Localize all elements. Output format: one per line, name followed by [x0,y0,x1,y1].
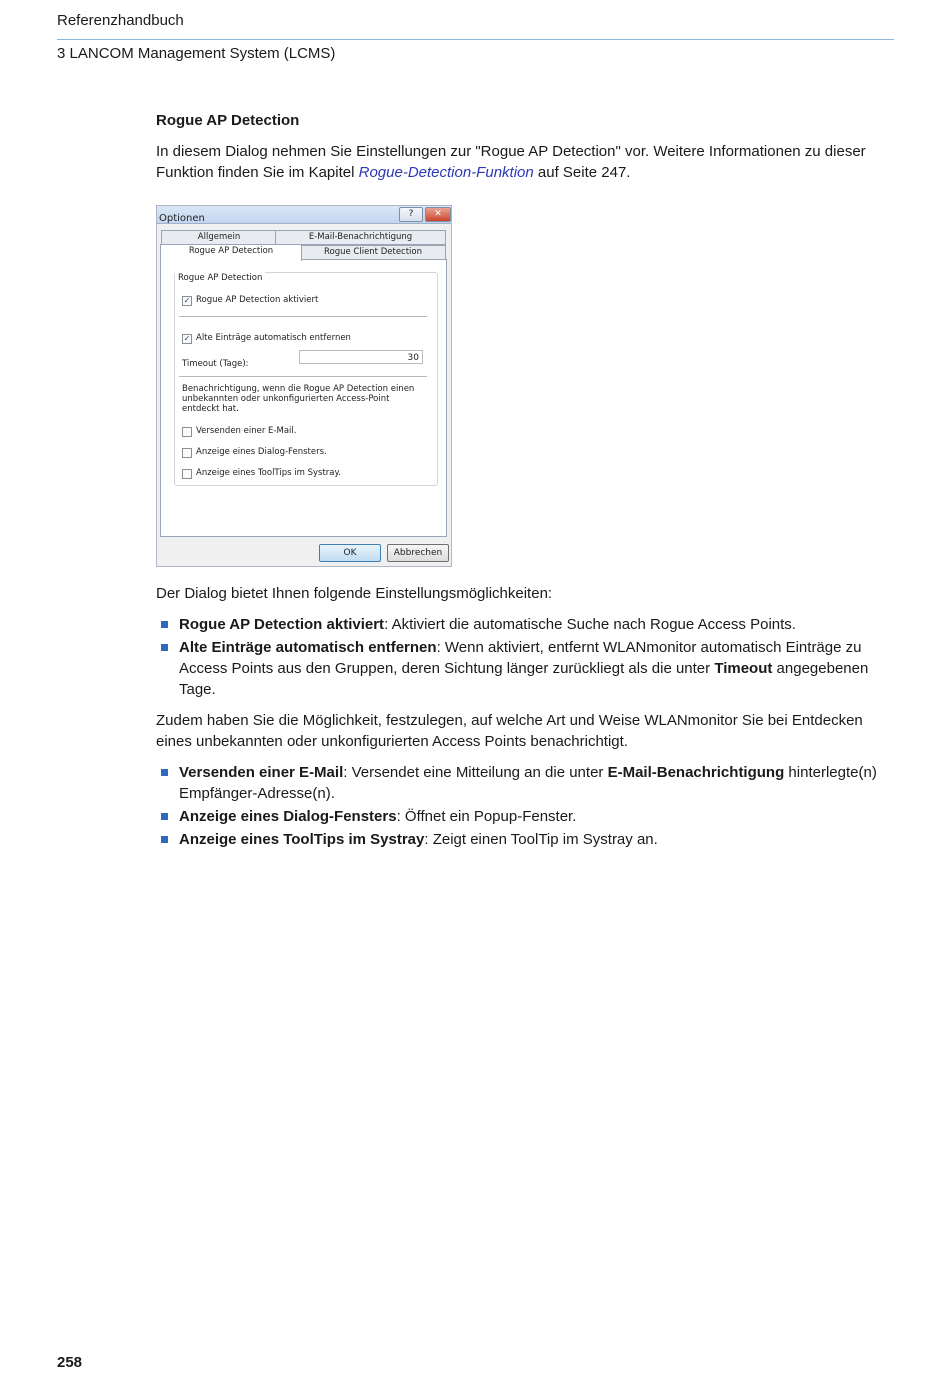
remove-old-label: Alte Einträge automatisch entfernen [196,333,351,343]
notify-email-checkbox[interactable] [182,427,192,437]
remove-old-row[interactable] [182,328,351,349]
page-number: 258 [57,1354,83,1371]
tab-rogue-client-detection[interactable]: Rogue Client Detection [300,245,446,260]
term: E-Mail-Benachrichtigung [607,764,785,781]
notify-dialog-checkbox[interactable] [182,448,192,458]
list-item [156,762,886,804]
list-item [156,829,886,850]
dialog-titlebar [157,206,451,224]
notify-intro: Zudem haben Sie die Möglichkeit, festzulegen, auf welche Art und Weise WLANmonitor Sie bei Entdecken eines unbekannten oder unkonfigurierten Access Points benachrichtigt. [156,712,863,750]
term-text: angegebenen Tage. [179,660,869,698]
enable-detection-row[interactable] [182,290,318,311]
notification-list [156,762,886,850]
chapter-title: 3 LANCOM Management System (LCMS) [57,45,336,62]
cancel-button[interactable]: Abbrechen [387,544,449,562]
options-dialog-screenshot [156,205,452,567]
list-item [156,806,886,827]
term-text: : Versendet eine Mitteilung an die unter [343,764,608,781]
notification-description: Benachrichtigung, wenn die Rogue AP Detection einen unbekannten oder unkonfigurierten Access-Point entdeckt hat. [182,384,415,414]
ok-button[interactable]: OK [319,544,381,562]
header-rule [57,39,894,40]
chapter-link[interactable]: Rogue-Detection-Funktion [358,164,534,181]
notify-tooltip-label: Anzeige eines ToolTips im Systray. [196,468,342,478]
running-head: Referenzhandbuch [57,12,184,29]
tab-rogue-ap-detection[interactable]: Rogue AP Detection [160,244,302,261]
term-text: hinterlegte(n) Empfänger-Adresse(n). [179,764,877,802]
notify-email-label: Versenden einer E-Mail. [196,426,297,436]
notify-dialog-row[interactable] [182,442,327,463]
section-title: Rogue AP Detection [156,112,300,129]
timeout-label: Timeout (Tage): [182,359,249,369]
term-text: : Zeigt einen ToolTip im Systray an. [424,831,658,848]
notify-tooltip-row[interactable] [182,463,341,484]
term: Versenden einer E-Mail [179,764,344,781]
help-button[interactable]: ? [399,207,423,222]
notify-email-row[interactable] [182,421,296,442]
intro-text-end: auf Seite 247. [533,164,631,181]
term: Rogue AP Detection aktiviert [179,616,385,633]
term: Timeout [714,660,773,677]
tab-allgemein[interactable]: Allgemein [161,230,277,245]
separator [179,316,427,317]
enable-detection-label: Rogue AP Detection aktiviert [196,295,319,305]
list-item [156,637,886,700]
term: Alte Einträge automatisch entfernen [179,639,437,656]
options-list [156,614,886,700]
group-title: Rogue AP Detection [175,268,265,289]
intro-paragraph [156,141,886,183]
separator [179,376,427,377]
remove-old-checkbox[interactable]: ✓ [183,333,191,343]
notify-tooltip-checkbox[interactable] [182,469,192,479]
tab-email-benachrichtigung[interactable]: E-Mail-Benachrichtigung [275,230,446,245]
enable-detection-checkbox[interactable]: ✓ [183,295,191,305]
term-text: : Wenn aktiviert, entfernt WLANmonitor automatisch Einträge zu Access Points aus den Gruppen, deren Sichtung länger zurückliegt als die unter [179,639,862,677]
notify-dialog-label: Anzeige eines Dialog-Fensters. [196,447,327,457]
term: Anzeige eines Dialog-Fensters [179,808,397,825]
close-button[interactable]: ✕ [425,207,451,222]
term: Anzeige eines ToolTips im Systray [179,831,425,848]
options-intro: Der Dialog bietet Ihnen folgende Einstellungsmöglichkeiten: [156,585,553,602]
list-item [156,614,886,635]
dialog-title: Optionen [159,213,205,224]
intro-text: In diesem Dialog nehmen Sie Einstellungen zur "Rogue AP Detection" vor. Weitere Informationen zu dieser Funktion finden Sie im Kapitel [156,143,866,181]
timeout-input[interactable]: 30 [299,350,423,364]
term-text: : Öffnet ein Popup-Fenster. [396,808,577,825]
term-text: : Aktiviert die automatische Suche nach Rogue Access Points. [384,616,796,633]
main-content [156,110,886,860]
